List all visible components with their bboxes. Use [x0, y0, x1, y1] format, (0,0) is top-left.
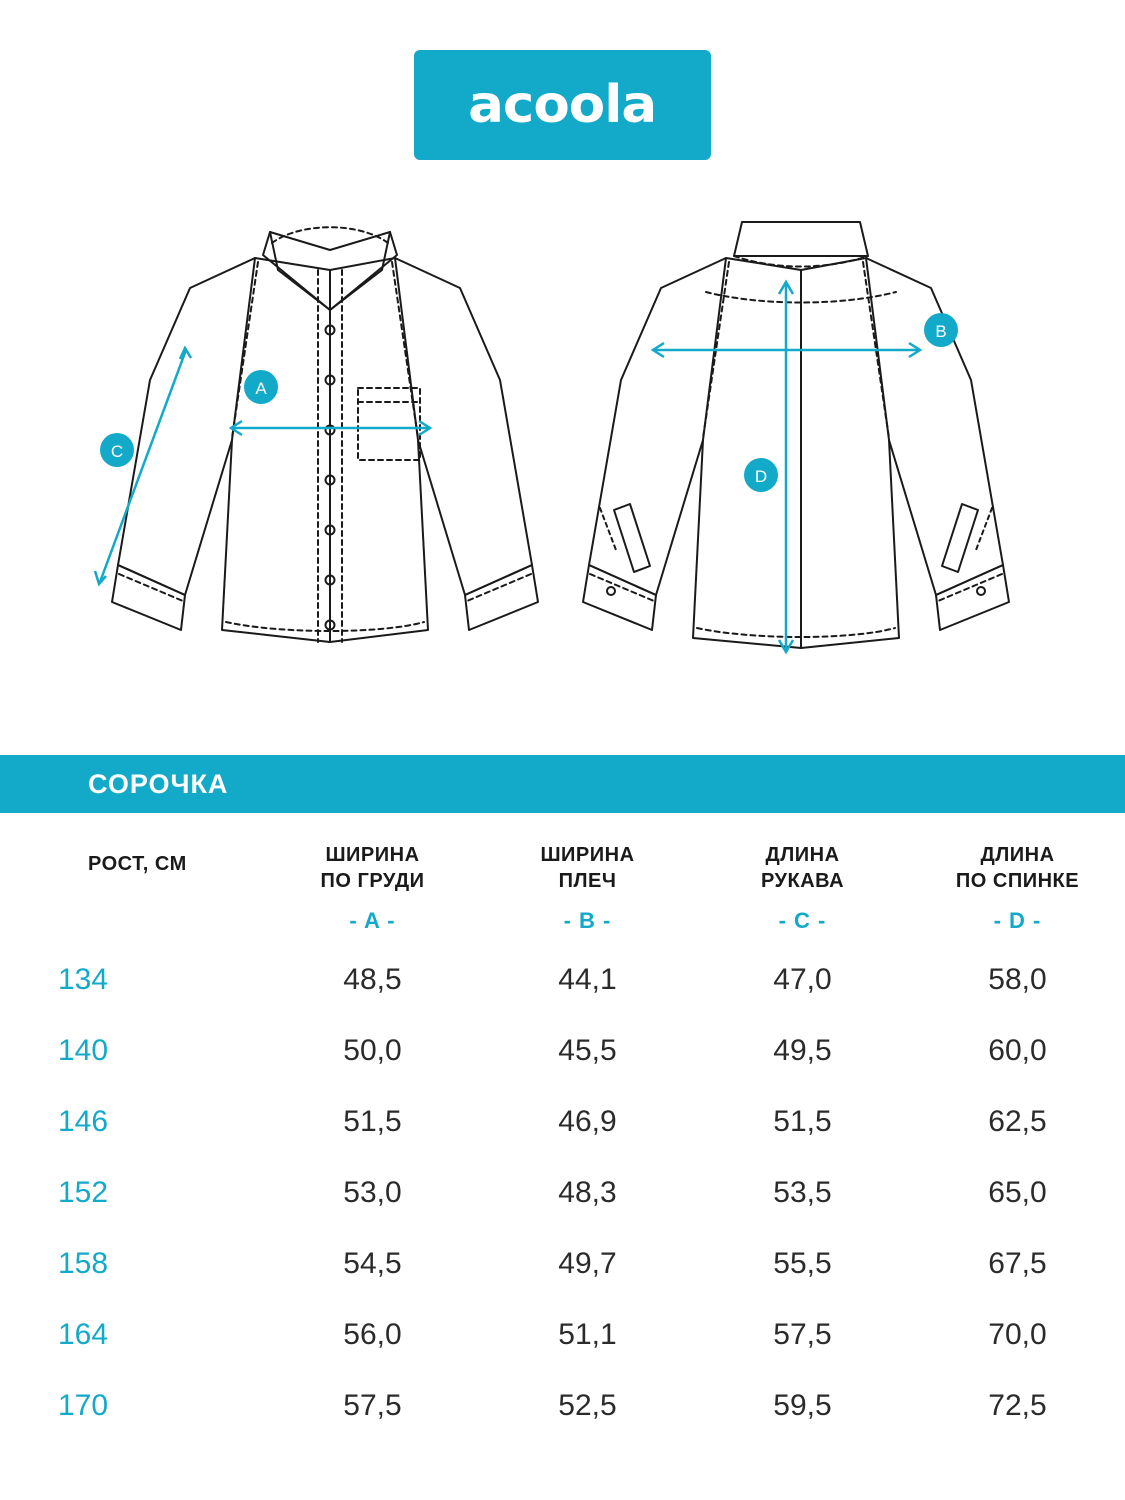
cell-sleeve: 57,5 [773, 1317, 832, 1351]
cell-shoulder: 52,5 [558, 1388, 617, 1422]
header-chest-code: - A - [349, 908, 396, 934]
cell-sleeve: 49,5 [773, 1033, 832, 1067]
cell-shoulder: 49,7 [558, 1246, 617, 1280]
table-header-row [0, 813, 1125, 944]
cell-chest: 56,0 [343, 1317, 402, 1351]
cell-back: 62,5 [988, 1104, 1047, 1138]
header-back-line1: ДЛИНА [980, 844, 1055, 866]
cell-back: 65,0 [988, 1175, 1047, 1209]
size-table [0, 813, 1125, 1441]
cell-chest: 57,5 [343, 1388, 402, 1422]
cell-sleeve: 59,5 [773, 1388, 832, 1422]
cell-shoulder: 48,3 [558, 1175, 617, 1209]
cell-back: 60,0 [988, 1033, 1047, 1067]
brand-logo [414, 50, 711, 160]
size-table-body [0, 944, 1125, 1441]
table-row [0, 1228, 1125, 1299]
header-sleeve-line1: ДЛИНА [765, 844, 840, 866]
header-sleeve-code: - C - [778, 908, 827, 934]
cell-height: 170 [57, 1388, 109, 1422]
table-row [0, 1370, 1125, 1441]
header-sleeve-length [695, 813, 910, 944]
cell-sleeve: 53,5 [773, 1175, 832, 1209]
size-table-header [0, 813, 1125, 944]
table-row [0, 1015, 1125, 1086]
cell-shoulder: 51,1 [558, 1317, 617, 1351]
cell-shoulder: 45,5 [558, 1033, 617, 1067]
cell-height: 134 [57, 962, 109, 996]
header-back-code: - D - [993, 908, 1042, 934]
cell-chest: 51,5 [343, 1104, 402, 1138]
cell-back: 70,0 [988, 1317, 1047, 1351]
cell-height: 164 [57, 1317, 109, 1351]
cell-chest: 48,5 [343, 962, 402, 996]
cell-shoulder: 44,1 [558, 962, 617, 996]
svg-text:C: C [110, 442, 124, 461]
table-row [0, 944, 1125, 1015]
cell-sleeve: 47,0 [773, 962, 832, 996]
table-row [0, 1157, 1125, 1228]
table-row [0, 1086, 1125, 1157]
header-shoulder-code: - B - [563, 908, 612, 934]
cell-height: 140 [57, 1033, 109, 1067]
header-height-line1: РОСТ, СМ [88, 852, 187, 875]
header-shoulder-line1: ШИРИНА [540, 844, 635, 866]
size-table-section [0, 755, 1125, 1441]
header-sleeve-line2: РУКАВА [760, 869, 845, 892]
header-back-line2: ПО СПИНКЕ [955, 869, 1080, 892]
cell-chest: 53,0 [343, 1175, 402, 1209]
cell-sleeve: 51,5 [773, 1104, 832, 1138]
cell-height: 152 [57, 1175, 109, 1209]
size-table-title: СОРОЧКА [88, 768, 229, 799]
svg-text:B: B [935, 322, 947, 341]
cell-sleeve: 55,5 [773, 1246, 832, 1280]
header-chest-line1: ШИРИНА [325, 844, 420, 866]
header-chest-width [265, 813, 480, 944]
cell-chest: 50,0 [343, 1033, 402, 1067]
cell-height: 146 [57, 1104, 109, 1138]
table-row [0, 1299, 1125, 1370]
cell-back: 72,5 [988, 1388, 1047, 1422]
size-table-title-bar [0, 755, 1125, 813]
header-shoulder-width [480, 813, 695, 944]
header-shoulder-line2: ПЛЕЧ [558, 869, 617, 892]
svg-text:D: D [754, 467, 768, 486]
cell-height: 158 [57, 1246, 109, 1280]
garment-diagram [0, 210, 1125, 730]
brand-logo-text: acoola [468, 75, 657, 135]
header-chest-line2: ПО ГРУДИ [320, 869, 425, 892]
svg-text:A: A [255, 379, 267, 398]
header-height [0, 813, 265, 944]
cell-back: 67,5 [988, 1246, 1047, 1280]
header-back-length [910, 813, 1125, 944]
cell-back: 58,0 [988, 962, 1047, 996]
cell-shoulder: 46,9 [558, 1104, 617, 1138]
cell-chest: 54,5 [343, 1246, 402, 1280]
